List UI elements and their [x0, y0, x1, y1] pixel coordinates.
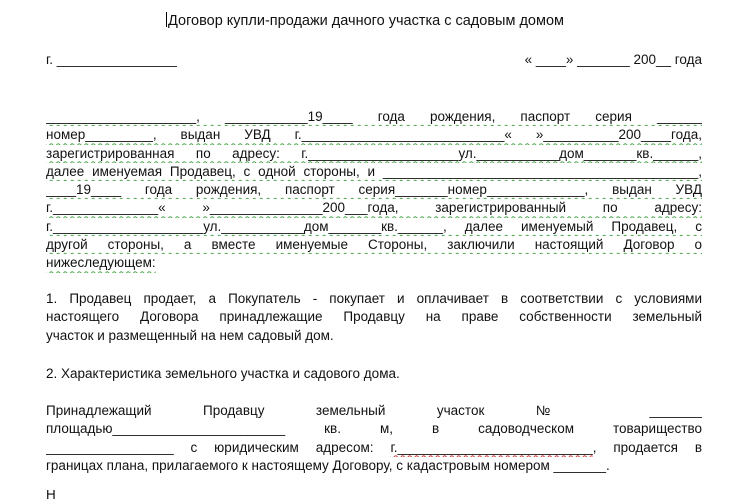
date-field: « ____» _______ 200__ года [524, 52, 702, 67]
text-cursor [166, 12, 167, 27]
section-2-line: площадью_______________________ кв. м, в садоводческом товарищество [46, 421, 702, 437]
parties-line: нижеследующем: [46, 255, 156, 271]
document-title [0, 12, 730, 29]
section-2-paragraph [46, 402, 702, 475]
section-2-line: границах плана, прилагаемого к настоящему Договору, с кадастровым номером _______. [46, 457, 610, 473]
parties-line: зарегистрированная по адресу: г.____________________ул.___________дом_______кв.______, [46, 145, 702, 161]
section-1-line: участок и размещенный на нем садовый дом. [46, 327, 334, 343]
parties-line: ____________________, ___________19____ года рождения, паспорт серия ______ [46, 109, 702, 124]
spellcheck-flagged-address: г.__________________________ [390, 439, 593, 455]
section-1-line: настоящего Договора принадлежащие Продавцу на праве собственности земельный [46, 309, 702, 325]
section-2-heading-text: 2. Характеристика земельного участка и садового дома. [46, 366, 400, 381]
next-line-fragment: Н [46, 490, 56, 500]
section-1-line: 1. Продавец продает, а Покупатель - покупает и оплачивает в соответствии с условиями [46, 291, 702, 306]
section-1-paragraph [46, 290, 702, 345]
section-2-line: Принадлежащий Продавцу земельный участок № _______ [46, 403, 702, 418]
parties-line: г.______________« »_______________200___года, зарегистрированный по адресу: [46, 200, 702, 216]
parties-line: г.____________________ул.___________дом_______кв.______, далее именуемый Продавец, с [46, 218, 702, 234]
parties-line: другой стороны, а вместе именуемые Стороны, заключили настоящий Договор о [46, 237, 702, 253]
parties-line: далее именуемая Продавец, с одной стороны, и __________________________________________, [46, 163, 702, 179]
city-field: г. ________________ [46, 52, 177, 67]
parties-paragraph [46, 108, 702, 273]
section-2-line-3 [46, 439, 702, 457]
title-text: Договор купли-продажи дачного участка с садовым домом [168, 13, 564, 29]
parties-line: ____19____ года рождения, паспорт серия_______номер_____________, выдан УВД [46, 182, 702, 198]
section-2-heading [46, 365, 702, 383]
section-2-line-3-start: _________________ с юридическим адресом: [46, 439, 391, 455]
parties-line: номер_________, выдан УВД г.___________________________« »__________200____года, [46, 127, 702, 143]
section-2-line-3-end: , продается в [592, 439, 702, 455]
